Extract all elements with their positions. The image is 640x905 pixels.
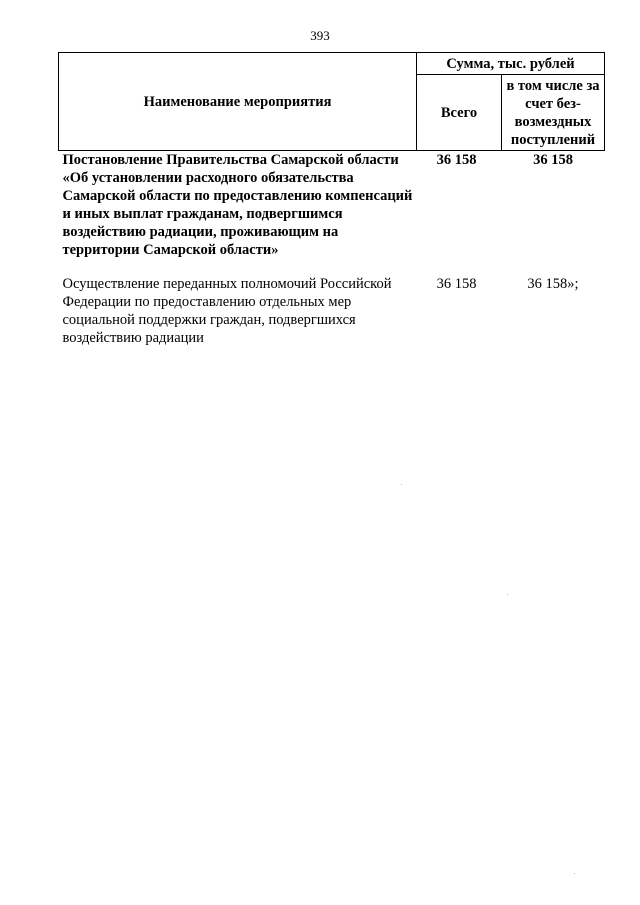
row-total: 36 158: [436, 276, 477, 292]
table-row: [59, 151, 605, 270]
scan-speck: [574, 873, 575, 874]
header-sum: Сумма, тыс. рублей: [417, 53, 605, 75]
row-name: Осуществление переданных полномочий Российской Федерации по предоставлению отдельных мер социальной поддержки граждан, подвергшихся воздействию радиации: [62, 276, 392, 346]
row-name: Постановление Правительства Самарской области «Об установлении расходного обязательства Самарской области по предоставлению компенсаций и иных выплат гражданам, подвергшимся воздействию радиации, проживающим на территории Самарской области»: [62, 152, 413, 258]
scan-speck: [507, 594, 508, 595]
table-row: [59, 269, 605, 347]
budget-table: [58, 52, 605, 347]
table-header: [59, 53, 605, 151]
scan-speck: [401, 484, 402, 485]
row-free-funds: 36 158»;: [527, 276, 579, 292]
page-number: 393: [310, 28, 330, 43]
row-total: 36 158: [436, 152, 477, 168]
row-free-funds: 36 158: [533, 152, 573, 168]
header-name: Наименование мероприятия: [59, 53, 417, 151]
header-total: Всего: [417, 75, 502, 151]
header-free-funds: в том числе за счет без-возмездных поступлений: [502, 75, 605, 151]
